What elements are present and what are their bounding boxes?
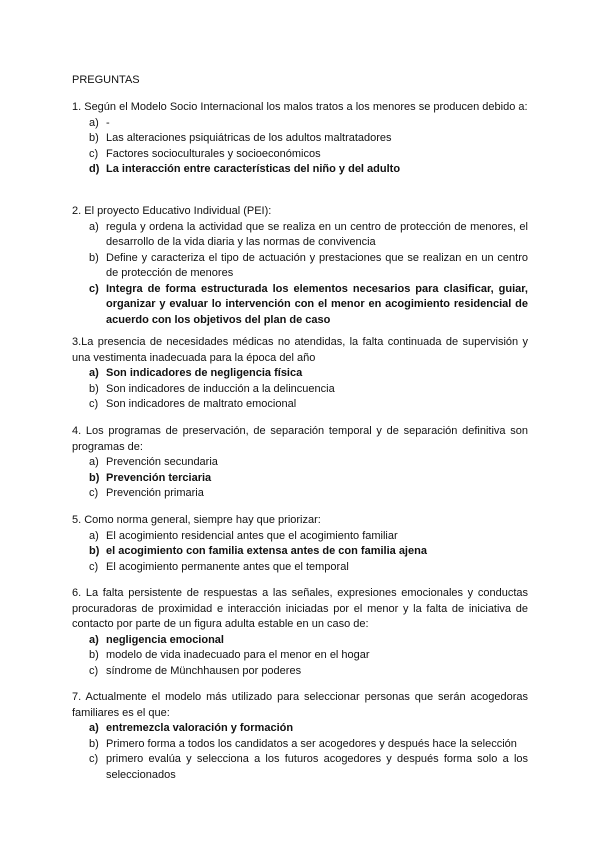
- option-b: [72, 737, 528, 753]
- option-a-correct: [72, 633, 528, 649]
- question-5: [72, 513, 528, 575]
- option-text: El acogimiento residencial antes que el acogimiento familiar: [106, 529, 398, 542]
- option-text: Integra de forma estructurada los elementos necesarios para clasificar, guiar, organizar y evaluar lo intervención con el menor en acogimiento residencial de acuerdo con los objetivos del plan de caso: [106, 282, 528, 326]
- question-3: [72, 335, 528, 413]
- option-text: La interacción entre características del niño y del adulto: [106, 163, 401, 175]
- option-text: Factores socioculturales y socioeconómicos: [106, 147, 321, 160]
- option-letter: a): [89, 633, 99, 646]
- option-text: Son indicadores de maltrato emocional: [106, 398, 297, 410]
- option-text: entremezcla valoración y formación: [106, 722, 294, 734]
- option-letter: c): [89, 487, 99, 499]
- question-4: [72, 424, 528, 502]
- option-letter: a): [89, 116, 99, 129]
- option-letter: b): [89, 737, 99, 750]
- option-c: [72, 664, 528, 680]
- option-letter: c): [89, 560, 99, 573]
- question-text: 6. La falta persistente de respuestas a las señales, expresiones emocionales y conductas procuradoras de proximidad e interacción iniciadas por el menor y la falta de iniciativa de contacto por parte de un figura adulta estable en un caso de:: [72, 587, 528, 630]
- option-b: [72, 251, 528, 282]
- question-text: 1. Según el Modelo Socio Internacional los malos tratos a los menores se producen debido a:: [72, 101, 528, 113]
- option-b: [72, 648, 528, 664]
- options-list: [72, 633, 528, 680]
- option-letter: b): [89, 545, 100, 557]
- option-letter: b): [89, 649, 99, 661]
- option-text: regula y ordena la actividad que se realiza en un centro de protección de menores, el desarrollo de la vida diaria y las normas de convivencia: [106, 220, 528, 248]
- option-letter: b): [89, 471, 100, 484]
- option-a-correct: [72, 721, 528, 737]
- question-text: 5. Como norma general, siempre hay que priorizar:: [72, 514, 321, 526]
- option-text: Prevención terciaria: [106, 471, 212, 484]
- option-text: negligencia emocional: [106, 633, 224, 646]
- option-letter: c): [89, 753, 99, 765]
- option-text: el acogimiento con familia extensa antes de con familia ajena: [106, 545, 427, 557]
- option-letter: b): [89, 382, 99, 395]
- option-letter: a): [89, 456, 99, 468]
- option-b-correct: [72, 471, 528, 487]
- question-text: 2. El proyecto Educativo Individual (PEI):: [72, 205, 272, 217]
- page-heading: PREGUNTAS: [72, 74, 140, 86]
- option-c-correct: [72, 282, 528, 329]
- option-c: [72, 397, 528, 413]
- options-list: [72, 220, 528, 329]
- option-a: [72, 529, 528, 545]
- option-letter: b): [89, 132, 99, 144]
- option-c: [72, 560, 528, 576]
- option-text: Prevención secundaria: [106, 456, 218, 468]
- option-text: Son indicadores de negligencia física: [106, 367, 303, 379]
- option-a: [72, 220, 528, 251]
- option-text: Prevención primaria: [106, 487, 204, 499]
- option-letter: b): [89, 251, 99, 264]
- option-text: Primero forma a todos los candidatos a ser acogedores y después hace la selección: [106, 737, 517, 750]
- question-2: [72, 204, 528, 328]
- option-text: modelo de vida inadecuado para el menor en el hogar: [106, 649, 370, 661]
- option-a: [72, 116, 528, 132]
- option-b-correct: [72, 544, 528, 560]
- options-list: [72, 529, 528, 576]
- option-text: primero evalúa y selecciona a los futuros acogedores y después forma solo a los seleccionados: [106, 753, 528, 781]
- option-b: [72, 382, 528, 398]
- option-letter: c): [89, 147, 99, 160]
- question-text: 4. Los programas de preservación, de separación temporal y de separación definitiva son programas de:: [72, 425, 528, 453]
- options-list: [72, 366, 528, 413]
- option-letter: c): [89, 664, 99, 677]
- options-list: [72, 116, 528, 178]
- option-text: síndrome de Münchhausen por poderes: [106, 664, 302, 677]
- option-c: [72, 486, 528, 502]
- question-text: 3.La presencia de necesidades médicas no atendidas, la falta continuada de supervisión y una vestimenta inadecuada para la época del año: [72, 336, 528, 364]
- option-letter: c): [89, 282, 99, 295]
- option-letter: d): [89, 163, 100, 175]
- option-letter: c): [89, 398, 99, 410]
- option-c: [72, 752, 528, 783]
- option-text: -: [106, 116, 110, 129]
- option-text: Las alteraciones psiquiátricas de los adultos maltratadores: [106, 132, 392, 144]
- option-text: Son indicadores de inducción a la delincuencia: [106, 382, 335, 395]
- option-d-correct: [72, 162, 528, 178]
- option-letter: a): [89, 529, 99, 542]
- question-7: [72, 690, 528, 783]
- option-letter: a): [89, 367, 99, 379]
- option-letter: a): [89, 220, 99, 233]
- option-letter: a): [89, 722, 99, 734]
- option-b: [72, 131, 528, 147]
- option-c: [72, 147, 528, 163]
- option-a: [72, 455, 528, 471]
- question-6: [72, 586, 528, 679]
- question-text: 7. Actualmente el modelo más utilizado para seleccionar personas que serán acogedoras familiares es el que:: [72, 691, 528, 719]
- question-1: [72, 100, 528, 178]
- options-list: [72, 455, 528, 502]
- options-list: [72, 721, 528, 783]
- option-a-correct: [72, 366, 528, 382]
- option-text: El acogimiento permanente antes que el temporal: [106, 560, 349, 573]
- option-text: Define y caracteriza el tipo de actuación y prestaciones que se realizan en un centro de protección de menores: [106, 251, 528, 279]
